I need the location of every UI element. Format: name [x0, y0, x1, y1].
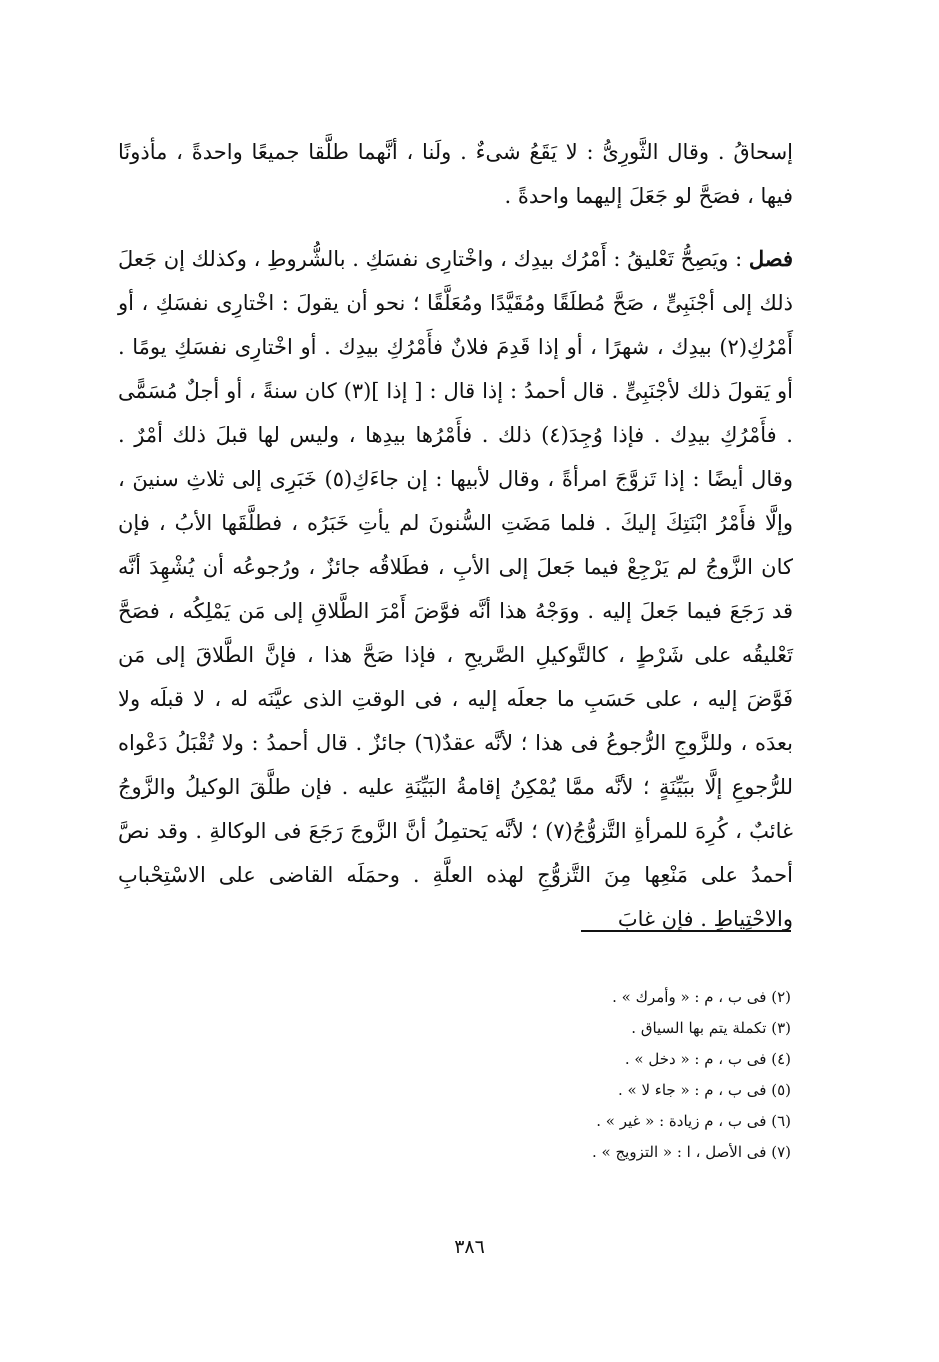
footnote-3: (٣) تكملة يتم بها السياق .: [631, 1019, 791, 1037]
footnote-4: (٤) فى ب ، م : « دخل » .: [624, 1050, 791, 1068]
page-number: ٣٨٦: [454, 1236, 485, 1258]
footnote-6: (٦) فى ب ، م زيادة : « غير » .: [596, 1112, 791, 1130]
section-heading: فصل: [748, 246, 793, 271]
paragraph-text: [118, 237, 793, 941]
footnotes: [200, 982, 791, 1168]
footnote-5: (٥) فى ب ، م : « جاء لا » .: [617, 1081, 791, 1099]
footnote-7: (٧) فى الأصل ، ا : « التزويج » .: [591, 1143, 791, 1161]
section-body: : ويَصِحُّ تَعْليقُ : أَمْرُك بيدِك ، واخْتارِى نفسَكِ . بالشُّروطِ ، وكذلك إن جَعلَ ذلك إلى أجْنَبِىٍّ ، صَحَّ مُطلَقًا ومُقَيَّدًا ومُعَلَّقًا ؛ نحو أن يقولَ : اخْتارِى نفسَكِ ، أو أَمْرُكِ(٢) بيدِك ، شهرًا ، أو إذا قَدِمَ فلانٌ فأَمْرُكِ بيدِك . أو اخْتارِى نفسَكِ يومًا . أو يَقولَ ذلك لأجْنَبِىٍّ . قال أحمدُ : إذا قال : [ إذا ](٣) كان سنةً ، أو أجلٌ مُسَمًّى . فأَمْرُكِ بيدِك . فإذا وُجِدَ(٤) ذلك . فأَمْرُها بيدِها ، وليس لها قبلَ ذلك أمْرٌ . وقال أيضًا : إذا تَزوَّجَ امرأةً ، وقال لأبيها : إن جاءَكِ(٥) خَبَرِى إلى ثلاثِ سنينَ ، وإلَّا فأَمْرُ ابْنَتِكَ إليكَ . فلما مَضَتِ السُّنونَ لم يأتِ خَبَرُه ، فطلَّقَها الأبُ ، فإن كان الزَّوجُ لم يَرْجِعْ فيما جَعلَ إلى الأبِ ، فطَلاقُه جائزٌ ، ورُجوعُه أن يُشْهِدَ أنَّه قد رَجَعَ فيما جَعلَ إليه . ووَجْهُ هذا أنَّه فوَّضَ أَمْرَ الطَّلاقِ إلى مَن يَمْلِكُه ، فصَحَّ تَعْليقُه على شَرْطٍ ، كالتَّوكيلِ الصَّريحِ ، فإذا صَحَّ هذا ، فإنَّ الطَّلاقَ إلى مَن فَوَّضَ إليه ، على حَسَبِ ما جعلَه إليه ، فى الوقتِ الذى عيَّنَه له ، لا قبلَه ولا بعدَه ، وللزَّوجِ الرُّجوعُ فى هذا ؛ لأنَّه عقدٌ(٦) جائزٌ . قال أحمدُ : ولا تُقْبَلُ دَعْواه للرُّجوعِ إلَّا ببَيِّنَةٍ ؛ لأنَّه ممَّا يُمْكِنُ إقامةُ البَيِّنَةِ عليه . فإن طلَّقَ الوكيلُ والزَّوجُ غائبٌ ، كُرِهَ للمرأةِ التَّزوُّجُ(٧) ؛ لأنَّه يَحتمِلُ أنَّ الزَّوجَ رَجَعَ فى الوكالةِ . وقد نصَّ أحمدُ على مَنْعِها مِنَ التَّزوُّجِ لهذه العلَّةِ . وحمَلَه القاضى على الاسْتِحْبابِ والاحْتِياطِ . فإن غابَ: [118, 247, 794, 931]
footnote-separator: [581, 930, 791, 932]
paragraph-text: إسحاقُ . وقال الثَّورِىُّ : لا يَقَعُ شىءٌ . ولَنا ، أنَّهما طلَّقا جميعًا واحدةً ، مأذونًا فيها ، فصَحَّ لو جَعَلَ إليهما واحدةً .: [118, 140, 793, 208]
footnote-2: (٢) فى ب ، م : « وأمرك » .: [612, 988, 791, 1006]
paragraph-continuation: [118, 130, 793, 218]
paragraph-fasl: [118, 237, 793, 941]
